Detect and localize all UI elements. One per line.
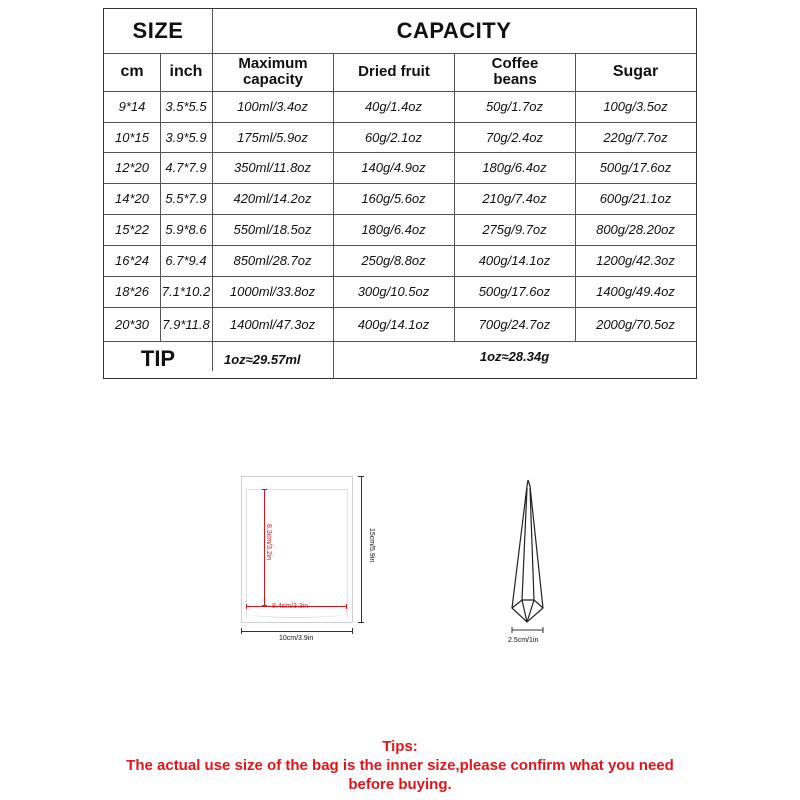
table-cell: 300g/10.5oz: [357, 284, 430, 299]
bag-front-outline: [241, 476, 353, 623]
bag-side-profile: [500, 478, 560, 638]
table-cell: 1200g/42.3oz: [596, 253, 675, 268]
tip-volume-conversion: 1oz≈29.57ml: [224, 351, 301, 367]
table-cell: 220g/7.7oz: [603, 129, 668, 145]
table-cell: 350ml/11.8oz: [233, 160, 312, 175]
table-cell: 800g/28.20oz: [596, 222, 675, 237]
outer-width-dimension-line: [241, 631, 353, 632]
table-cell: 16*24: [115, 253, 149, 268]
table-cell: 140g/4.9oz: [361, 160, 426, 175]
inner-width-label: 8.4cm/3.3in: [272, 603, 309, 610]
table-cell: 5.9*8.6: [165, 222, 207, 237]
table-cell: 3.5*5.5: [165, 99, 207, 114]
gusset-label: 2.5cm/1in: [508, 637, 539, 644]
tips-title: Tips:: [382, 738, 418, 755]
table-cell: 400g/14.1oz: [357, 316, 430, 332]
table-cell: 5.5*7.9: [165, 191, 207, 206]
bag-seam: [246, 489, 247, 619]
table-cell: 210g/7.4oz: [482, 191, 547, 206]
outer-height-label: 15cm/5.9in: [368, 528, 375, 563]
table-cell: 20*30: [115, 316, 149, 332]
tips-line-1: The actual use size of the bag is the inner size,please confirm what you need: [126, 757, 674, 774]
column-header-dried-fruit: Dried fruit: [358, 63, 430, 80]
tip-label: TIP: [140, 346, 176, 371]
column-header-coffee-beans: Coffee beans: [491, 55, 539, 88]
table-cell: 1000ml/33.8oz: [229, 284, 316, 299]
size-capacity-table: [103, 8, 697, 379]
inner-height-label: 8.3cm/3.2in: [265, 524, 272, 561]
dimension-tick: [358, 622, 364, 623]
tip-weight-conversion: 1oz≈28.34g: [479, 348, 550, 364]
capacity-header: CAPACITY: [396, 18, 512, 43]
tips-line-2: before buying.: [348, 776, 452, 793]
size-header: SIZE: [132, 18, 184, 43]
table-cell: 14*20: [115, 191, 149, 206]
table-cell: 180g/6.4oz: [482, 160, 547, 175]
dimension-tick: [262, 489, 267, 490]
table-cell: 100ml/3.4oz: [237, 99, 308, 114]
table-cell: 1400ml/47.3oz: [229, 316, 316, 332]
bag-seam: [347, 489, 348, 619]
table-cell: 18*26: [115, 284, 149, 299]
table-cell: 400g/14.1oz: [478, 253, 551, 268]
dimension-tick: [352, 628, 353, 634]
column-header-maximum-capacity: Maximum capacity: [238, 55, 308, 88]
table-cell: 850ml/28.7oz: [233, 253, 312, 268]
table-cell: 160g/5.6oz: [361, 191, 426, 206]
table-cell: 70g/2.4oz: [485, 129, 544, 145]
table-cell: 100g/3.5oz: [603, 99, 668, 114]
table-cell: 1400g/49.4oz: [596, 284, 675, 299]
table-cell: 9*14: [118, 99, 146, 114]
table-cell: 40g/1.4oz: [364, 99, 423, 114]
table-cell: 2000g/70.5oz: [596, 316, 675, 332]
table-cell: 10*15: [115, 129, 149, 145]
table-cell: 420ml/14.2oz: [233, 191, 312, 206]
bag-bottom-gusset: [248, 609, 346, 618]
table-cell: 250g/8.8oz: [361, 253, 426, 268]
table-cell: 550ml/18.5oz: [233, 222, 312, 237]
table-cell: 7.9*11.8: [162, 316, 210, 332]
side-outline: [512, 480, 543, 622]
dimension-tick: [241, 628, 242, 634]
table-cell: 6.7*9.4: [165, 253, 207, 268]
table-cell: 500g/17.6oz: [599, 160, 672, 175]
table-cell: 4.7*7.9: [165, 160, 207, 175]
table-cell: 7.1*10.2: [161, 284, 211, 299]
table-cell: 3.9*5.9: [165, 129, 207, 145]
outer-height-dimension-line: [361, 476, 362, 623]
outer-width-label: 10cm/3.9in: [279, 635, 314, 642]
table-cell: 60g/2.1oz: [364, 129, 423, 145]
column-header-cm: cm: [120, 63, 144, 80]
dimension-tick: [358, 476, 364, 477]
table-cell: 700g/24.7oz: [478, 316, 551, 332]
dimension-tick: [346, 604, 347, 609]
gusset-dimension-line: [512, 627, 543, 633]
table-cell: 500g/17.6oz: [478, 284, 551, 299]
table-cell: 15*22: [115, 222, 149, 237]
table-cell: 180g/6.4oz: [361, 222, 426, 237]
dimension-tick: [246, 604, 247, 609]
table-cell: 275g/9.7oz: [482, 222, 547, 237]
table-cell: 600g/21.1oz: [599, 191, 672, 206]
column-header-inch: inch: [169, 63, 203, 80]
table-cell: 50g/1.7oz: [485, 99, 544, 114]
table-cell: 12*20: [115, 160, 149, 175]
table-cell: 175ml/5.9oz: [237, 129, 308, 145]
column-header-sugar: Sugar: [612, 63, 659, 80]
